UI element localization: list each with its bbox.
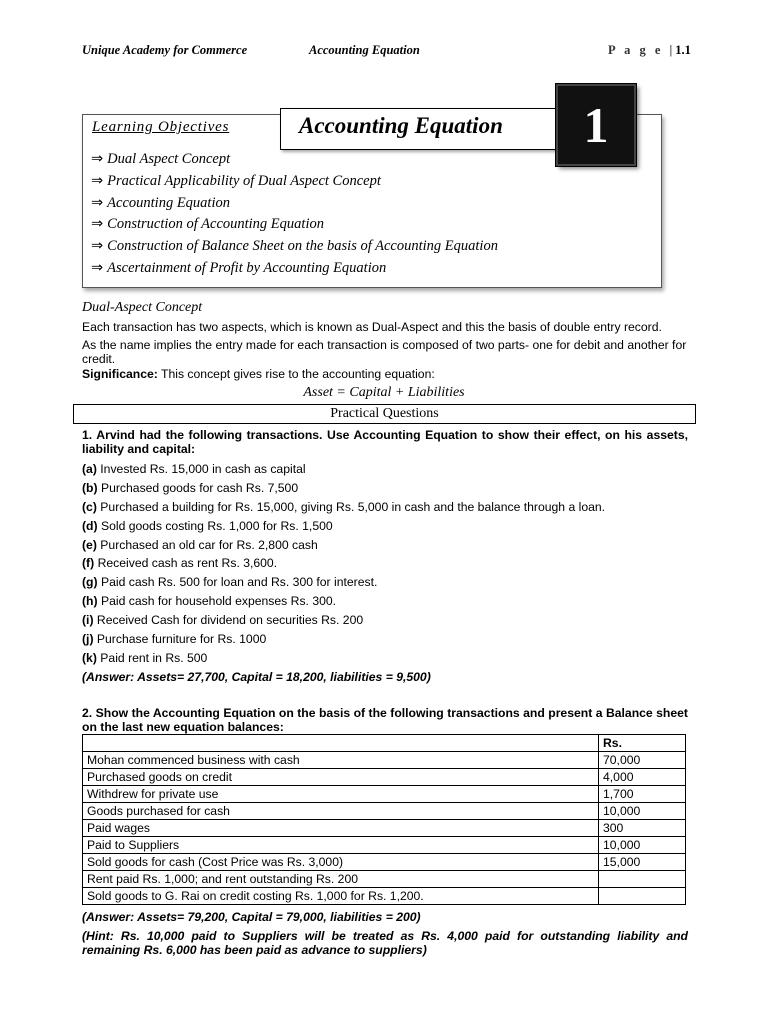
table-row: Mohan commenced business with cash 70,000: [83, 752, 686, 769]
chapter-title: Accounting Equation: [299, 113, 503, 138]
arrow-icon: ⇒: [91, 259, 104, 276]
objective-item: ⇒ Construction of Balance Sheet on the basis of Accounting Equation: [91, 238, 498, 255]
page-label: P a g e |: [608, 43, 676, 57]
chapter-number: 1: [556, 84, 636, 166]
header-topic: Accounting Equation: [309, 43, 420, 57]
objective-item: ⇒ Accounting Equation: [91, 194, 230, 211]
chapter-title-box: [280, 108, 566, 150]
list-item: (e) Purchased an old car for Rs. 2,800 cash: [82, 537, 318, 552]
arrow-icon: ⇒: [91, 194, 104, 211]
dual-aspect-para2: As the name implies the entry made for each transaction is composed of two parts- one for debit and another for credit.: [82, 338, 687, 366]
list-item: (a) Invested Rs. 15,000 in cash as capital: [82, 462, 306, 476]
dual-aspect-para1: Each transaction has two aspects, which is known as Dual-Aspect and this the basis of double entry record.: [82, 320, 662, 334]
practical-questions-heading: Practical Questions: [73, 404, 696, 424]
table-row: Paid to Suppliers 10,000: [83, 837, 686, 854]
page-number: 1.1: [675, 43, 691, 57]
list-item: (f) Received cash as rent Rs. 3,600.: [82, 556, 278, 571]
arrow-icon: ⇒: [91, 216, 104, 233]
arrow-icon: ⇒: [91, 151, 104, 167]
header-academy: Unique Academy for Commerce: [82, 43, 248, 57]
list-item: (i) Received Cash for dividend on securities Rs. 200: [82, 613, 364, 628]
question-2-answer: (Answer: Assets= 79,200, Capital = 79,000, liabilities = 200): [82, 910, 421, 924]
objective-item: ⇒ Dual Aspect Concept: [91, 151, 231, 167]
table-row: Sold goods for cash (Cost Price was Rs. 3,000) 15,000: [83, 854, 686, 871]
table-header-amount: Rs.: [599, 735, 686, 752]
arrow-icon: ⇒: [91, 172, 104, 189]
table-row: Goods purchased for cash 10,000: [83, 803, 686, 820]
table-row: Purchased goods on credit 4,000: [83, 769, 686, 786]
objective-item: ⇒ Construction of Accounting Equation: [91, 216, 324, 233]
table-header-row: [83, 735, 686, 752]
list-item: (h) Paid cash for household expenses Rs. 300.: [82, 594, 337, 609]
list-item: (j) Purchase furniture for Rs. 1000: [82, 632, 267, 647]
table-row: Rent paid Rs. 1,000; and rent outstanding Rs. 200: [83, 871, 686, 888]
list-item: (d) Sold goods costing Rs. 1,000 for Rs. 1,500: [82, 518, 333, 533]
question-2-table: [82, 734, 686, 905]
significance: [82, 367, 688, 381]
table-row: Withdrew for private use 1,700: [83, 786, 686, 803]
question-2: 2. Show the Accounting Equation on the basis of the following transactions and present a Balance sheet on the last new equation balances:: [82, 706, 688, 734]
question-1-items: [82, 460, 605, 687]
significance-text: This concept gives rise to the accounting equation:: [157, 367, 435, 381]
accounting-equation: Asset = Capital + Liabilities: [303, 385, 465, 400]
objectives-title: Learning Objectives: [92, 119, 230, 135]
objective-item: ⇒ Practical Applicability of Dual Aspect Concept: [91, 172, 381, 189]
objective-item: ⇒ Ascertainment of Profit by Accounting Equation: [91, 259, 387, 276]
table-row: Paid wages 300: [83, 820, 686, 837]
question-2-hint: (Hint: Rs. 10,000 paid to Suppliers will be treated as Rs. 4,000 paid for outstanding liability and remaining Rs. 6,000 has been paid as advance to suppliers): [82, 929, 688, 957]
question-1-answer: (Answer: Assets= 27,700, Capital = 18,200, liabilities = 9,500): [82, 669, 431, 684]
table-row: Sold goods to G. Rai on credit costing Rs. 1,000 for Rs. 1,200.: [83, 888, 686, 905]
list-item: (c) Purchased a building for Rs. 15,000, giving Rs. 5,000 in cash and the balance through a loan.: [82, 499, 606, 514]
question-1: 1. Arvind had the following transactions. Use Accounting Equation to show their effect, on his assets, liability and capital:: [82, 428, 688, 456]
arrow-icon: ⇒: [91, 238, 104, 255]
table-header-desc: [83, 735, 599, 752]
list-item: (k) Paid rent in Rs. 500: [82, 650, 208, 665]
list-item: (b) Purchased goods for cash Rs. 7,500: [82, 480, 299, 495]
significance-label: Significance:: [82, 367, 158, 381]
list-item: (g) Paid cash Rs. 500 for loan and Rs. 300 for interest.: [82, 575, 378, 590]
section-heading-dual-aspect: Dual-Aspect Concept: [82, 300, 203, 315]
objectives-list: [91, 149, 498, 280]
header-page: [608, 43, 691, 58]
